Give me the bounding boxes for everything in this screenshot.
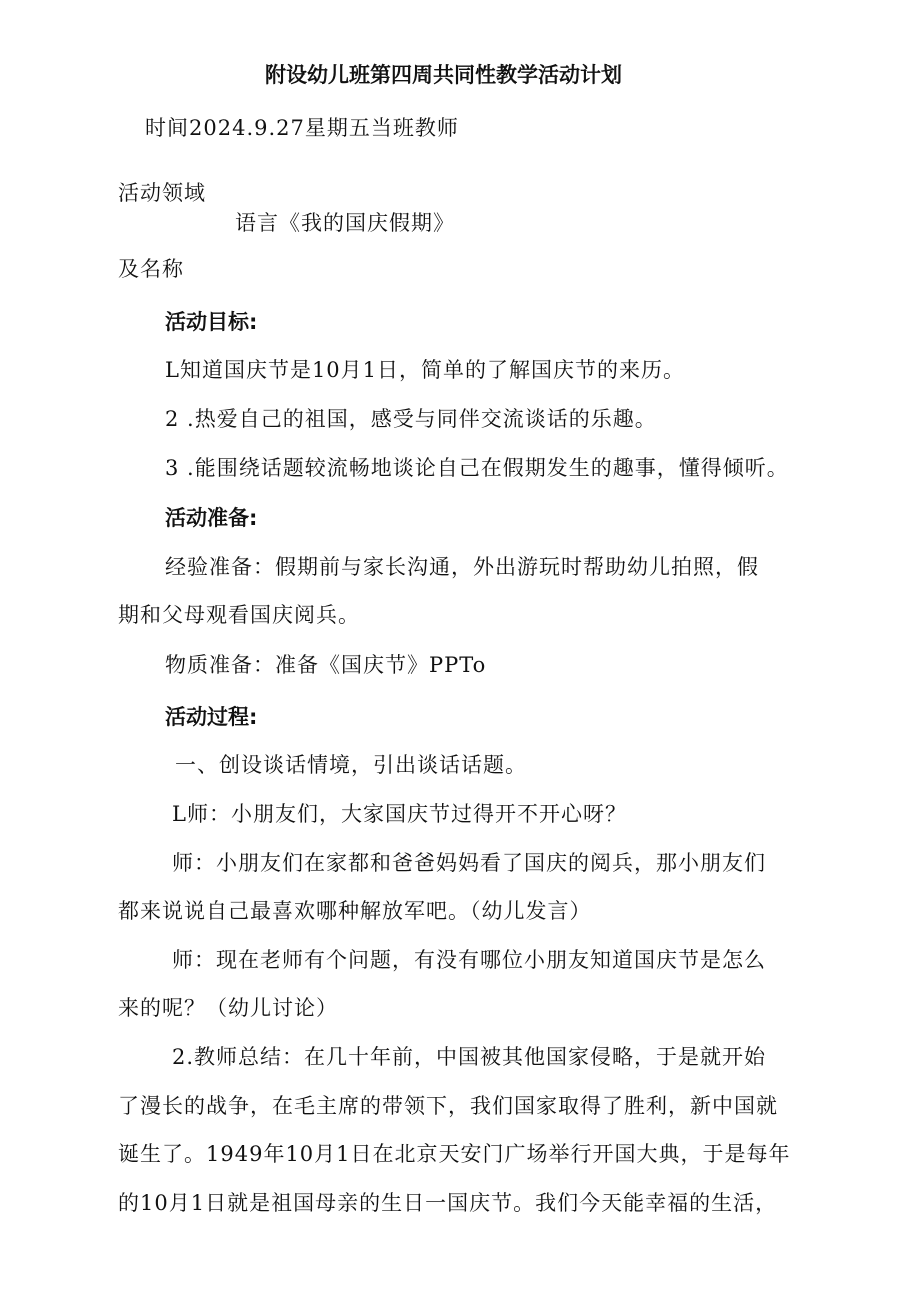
teacher-question-2-line-1: 师：小朋友们在家都和爸爸妈妈看了国庆的阅兵，那小朋友们 <box>172 851 766 875</box>
process-step-1: 一、创设谈话情境，引出谈话话题。 <box>175 753 527 777</box>
prep-heading: 活动准备: <box>165 506 258 530</box>
teacher-question-1: L师：小朋友们，大家国庆节过得开不开心呀？ <box>172 802 627 826</box>
teacher-summary-line-1: 2.教师总结：在几十年前，中国被其他国家侵略，于是就开始 <box>172 1045 767 1069</box>
experience-prep-line-2: 期和父母观看国庆阅兵。 <box>118 603 360 627</box>
teacher-question-3-line-2: 来的呢？（幼儿讨论） <box>118 996 338 1020</box>
goal-item-3: 3 .能围绕话题较流畅地谈论自己在假期发生的趣事，懂得倾听。 <box>165 456 789 480</box>
page-title: 附设幼儿班第四周共同性教学活动计划 <box>265 63 622 87</box>
teacher-summary-line-2: 了漫长的战争，在毛主席的带领下，我们国家取得了胜利，新中国就 <box>118 1094 778 1118</box>
teacher-question-3-line-1: 师：现在老师有个问题，有没有哪位小朋友知道国庆节是怎么 <box>172 948 766 972</box>
teacher-summary-line-3: 诞生了。1949年10月1日在北京天安门广场举行开国大典，于是每年 <box>118 1142 791 1166</box>
teacher-question-2-line-2: 都来说说自己最喜欢哪种解放军吧。（幼儿发言） <box>118 899 592 923</box>
material-prep: 物质准备：准备《国庆节》PPTo <box>165 653 487 677</box>
goal-item-2: 2 .热爱自己的祖国，感受与同伴交流谈话的乐趣。 <box>165 407 657 431</box>
process-heading: 活动过程: <box>165 705 258 729</box>
experience-prep-line-1: 经验准备：假期前与家长沟通，外出游玩时帮助幼儿拍照，假 <box>165 555 759 579</box>
time-teacher-line: 时间2024.9.27星期五当班教师 <box>145 116 459 140</box>
domain-label-line-1: 活动领域 <box>118 181 206 205</box>
teacher-summary-line-4: 的10月1日就是祖国母亲的生日一国庆节。我们今天能幸福的生活， <box>118 1191 778 1215</box>
goals-heading: 活动目标: <box>165 310 258 334</box>
goal-item-1: L知道国庆节是10月1日，简单的了解国庆节的来历。 <box>165 358 686 382</box>
domain-label-line-2: 及名称 <box>118 257 184 281</box>
domain-value: 语言《我的国庆假期》 <box>235 211 455 235</box>
